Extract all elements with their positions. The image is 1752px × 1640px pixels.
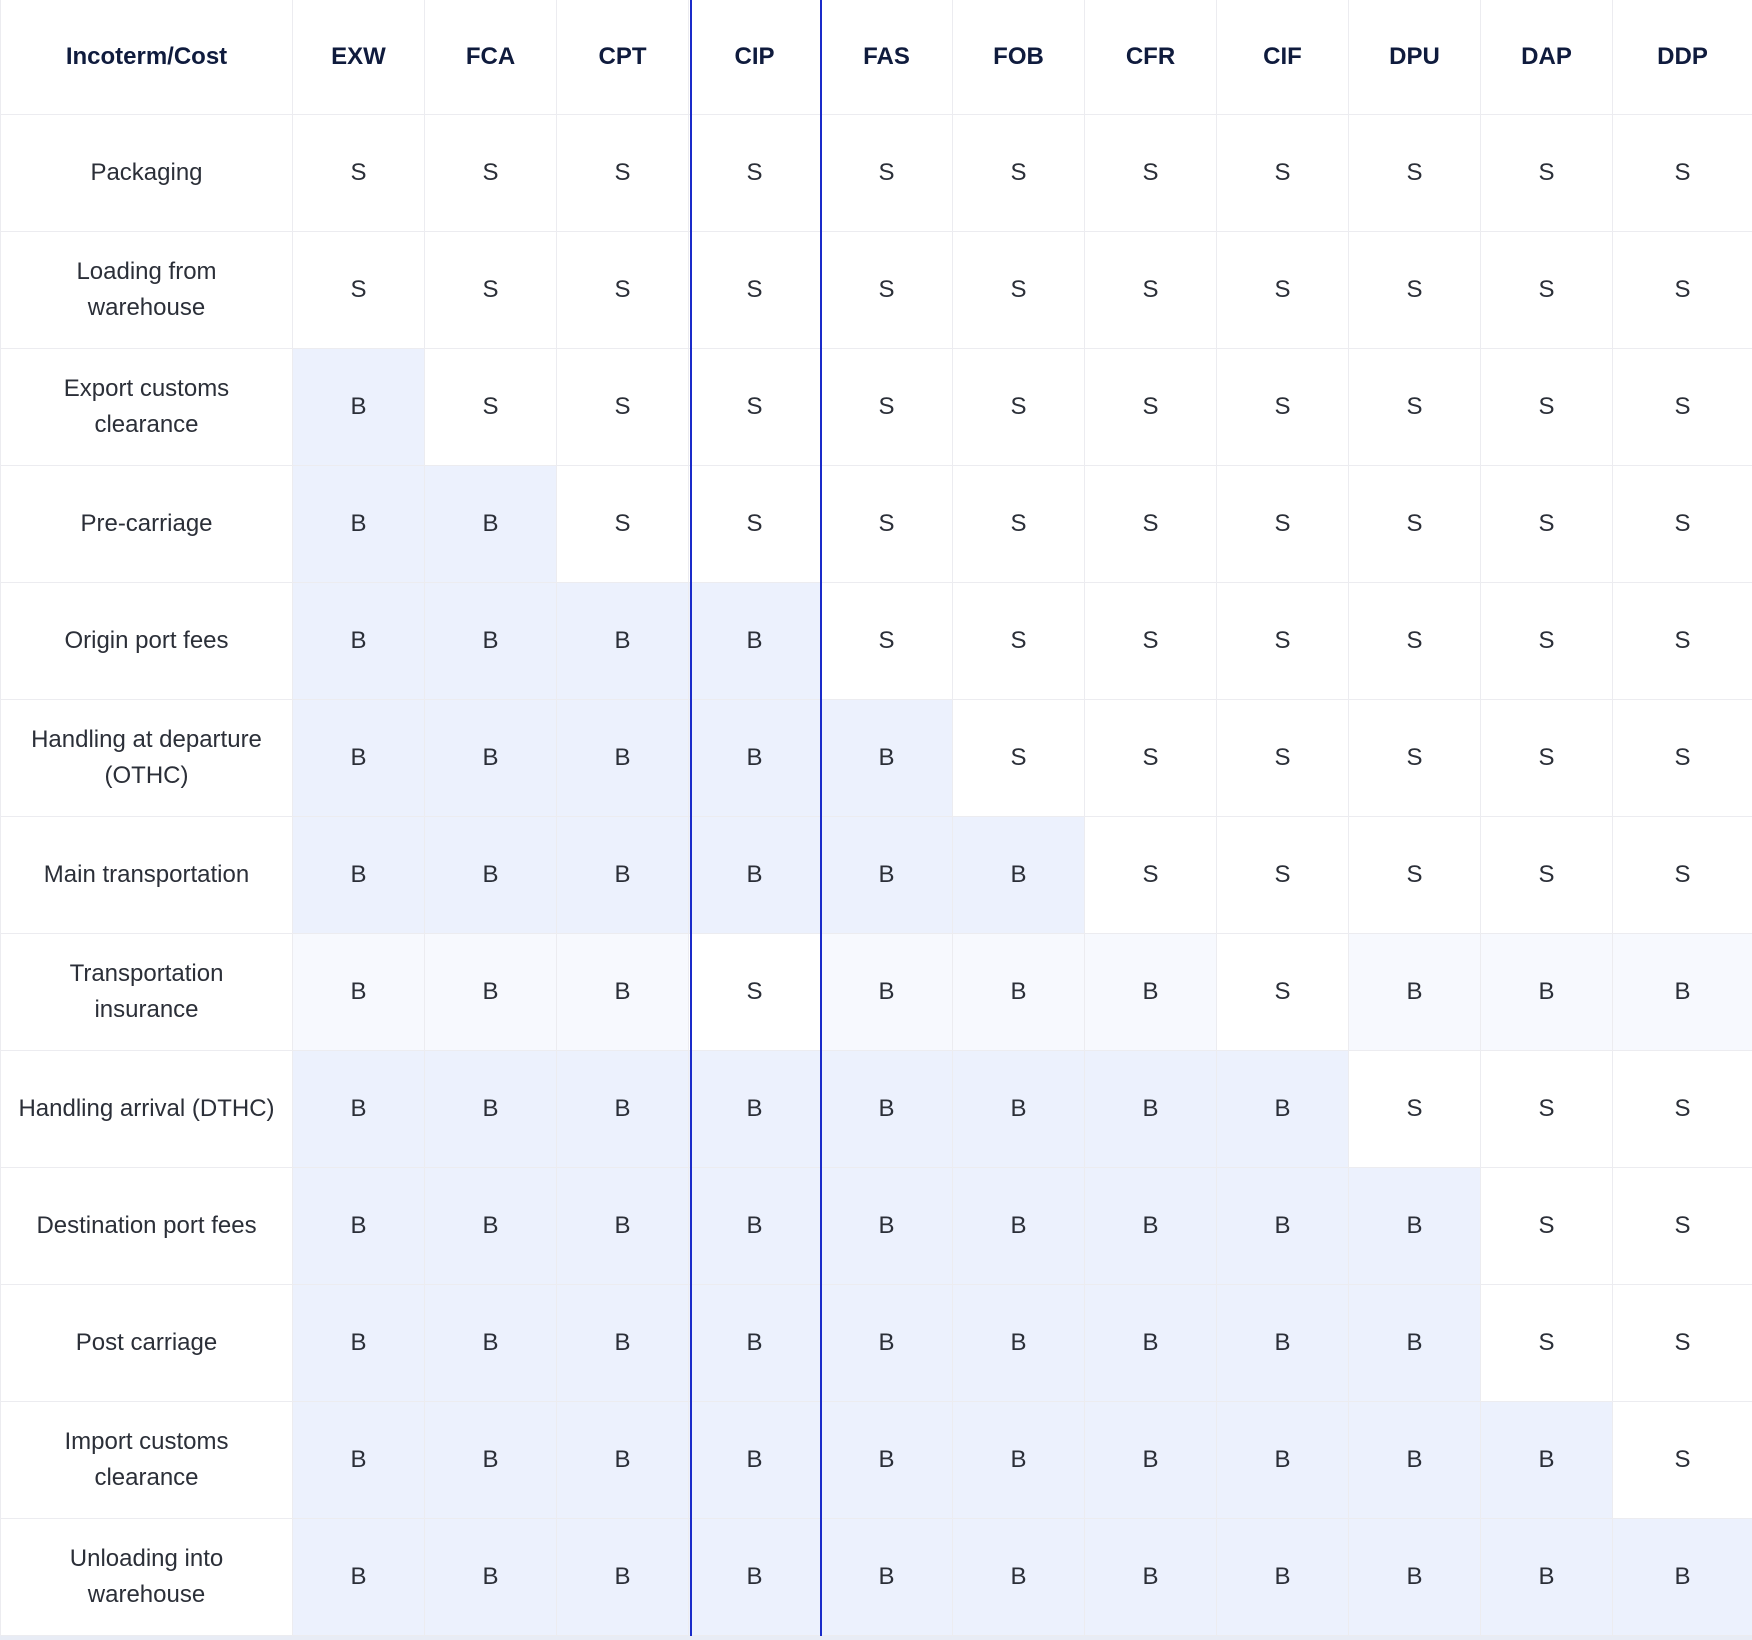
table-cell-ddp: S [1613, 1050, 1752, 1167]
table-cell-fas: B [821, 1167, 953, 1284]
table-cell-cip: B [689, 1518, 821, 1635]
table-cell-cif: B [1217, 1050, 1349, 1167]
table-row [1, 1284, 1752, 1401]
table-cell-dap: S [1481, 699, 1613, 816]
table-cell-dpu: B [1349, 1518, 1481, 1635]
table-row [1, 1401, 1752, 1518]
table-row [1, 699, 1752, 816]
table-cell-ddp: S [1613, 1401, 1752, 1518]
table-cell-fca: S [425, 114, 557, 231]
table-cell-dpu: S [1349, 1050, 1481, 1167]
row-label: Import customs clearance [1, 1401, 293, 1518]
table-cell-cpt: B [557, 1050, 689, 1167]
table-cell-cpt: S [557, 114, 689, 231]
column-header-cip: CIP [689, 0, 821, 114]
table-cell-dap: B [1481, 1401, 1613, 1518]
table-cell-fca: B [425, 933, 557, 1050]
table-cell-cpt: B [557, 816, 689, 933]
corner-header: Incoterm/Cost [1, 0, 293, 114]
table-cell-cfr: B [1085, 1401, 1217, 1518]
table-cell-ddp: S [1613, 1167, 1752, 1284]
table-cell-ddp: S [1613, 582, 1752, 699]
table-cell-cip: B [689, 816, 821, 933]
table-row [1, 1167, 1752, 1284]
table-cell-cif: B [1217, 1401, 1349, 1518]
table-cell-exw: B [293, 816, 425, 933]
column-header-exw: EXW [293, 0, 425, 114]
table-cell-exw: B [293, 1167, 425, 1284]
table-cell-cfr: S [1085, 816, 1217, 933]
table-cell-cif: B [1217, 1284, 1349, 1401]
table-cell-exw: B [293, 465, 425, 582]
table-cell-fas: S [821, 231, 953, 348]
table-cell-cpt: S [557, 348, 689, 465]
table-cell-dpu: S [1349, 582, 1481, 699]
table-cell-cfr: S [1085, 699, 1217, 816]
table-cell-cif: S [1217, 582, 1349, 699]
table-cell-exw: B [293, 1401, 425, 1518]
table-cell-exw: B [293, 1050, 425, 1167]
table-cell-fas: B [821, 933, 953, 1050]
table-cell-cfr: B [1085, 1284, 1217, 1401]
table-cell-fob: B [953, 1050, 1085, 1167]
table-cell-cfr: B [1085, 1518, 1217, 1635]
table-cell-ddp: S [1613, 816, 1752, 933]
table-cell-cif: S [1217, 114, 1349, 231]
table-cell-cfr: S [1085, 231, 1217, 348]
table-cell-fas: B [821, 1401, 953, 1518]
table-cell-ddp: S [1613, 231, 1752, 348]
table-cell-cpt: B [557, 933, 689, 1050]
table-cell-ddp: S [1613, 114, 1752, 231]
table-cell-exw: B [293, 1518, 425, 1635]
table-cell-fob: S [953, 231, 1085, 348]
table-cell-fob: B [953, 1518, 1085, 1635]
cip-highlight-right-border [820, 0, 822, 1636]
table-cell-cip: B [689, 1050, 821, 1167]
table-bottom-edge [0, 1636, 1752, 1640]
table-cell-cpt: S [557, 231, 689, 348]
table-cell-ddp: S [1613, 465, 1752, 582]
row-label: Export customs clearance [1, 348, 293, 465]
table-cell-fca: S [425, 348, 557, 465]
table-cell-dpu: B [1349, 1284, 1481, 1401]
table-row [1, 933, 1752, 1050]
table-cell-cfr: S [1085, 114, 1217, 231]
table-cell-ddp: B [1613, 933, 1752, 1050]
table-cell-fca: B [425, 1518, 557, 1635]
column-header-ddp: DDP [1613, 0, 1752, 114]
table-cell-dap: S [1481, 1284, 1613, 1401]
row-label: Handling arrival (DTHC) [1, 1050, 293, 1167]
table-cell-cip: S [689, 114, 821, 231]
table-cell-dpu: S [1349, 231, 1481, 348]
table-cell-dpu: B [1349, 1167, 1481, 1284]
table-row [1, 1050, 1752, 1167]
column-header-fca: FCA [425, 0, 557, 114]
table-cell-cip: S [689, 465, 821, 582]
table-cell-fas: S [821, 465, 953, 582]
table-cell-dap: S [1481, 231, 1613, 348]
table-cell-fca: B [425, 465, 557, 582]
table-cell-cip: B [689, 1284, 821, 1401]
table-cell-fca: B [425, 816, 557, 933]
row-label: Destination port fees [1, 1167, 293, 1284]
table-cell-cif: B [1217, 1518, 1349, 1635]
table-cell-cip: B [689, 582, 821, 699]
table-cell-cif: S [1217, 231, 1349, 348]
row-label: Handling at departure (OTHC) [1, 699, 293, 816]
table-cell-fas: S [821, 582, 953, 699]
row-label: Post carriage [1, 1284, 293, 1401]
table-cell-fas: B [821, 1050, 953, 1167]
table-cell-exw: S [293, 231, 425, 348]
table-cell-dap: S [1481, 582, 1613, 699]
table-cell-ddp: S [1613, 348, 1752, 465]
table-cell-cif: S [1217, 816, 1349, 933]
row-label: Origin port fees [1, 582, 293, 699]
table-cell-cif: S [1217, 933, 1349, 1050]
table-cell-cpt: B [557, 1284, 689, 1401]
table-cell-fca: S [425, 231, 557, 348]
column-header-cfr: CFR [1085, 0, 1217, 114]
table-cell-cip: S [689, 231, 821, 348]
table-cell-fca: B [425, 1284, 557, 1401]
table-cell-fas: B [821, 699, 953, 816]
table-cell-dap: S [1481, 1167, 1613, 1284]
table-cell-cfr: S [1085, 465, 1217, 582]
table-row [1, 465, 1752, 582]
table-cell-dap: S [1481, 465, 1613, 582]
table-cell-fob: S [953, 582, 1085, 699]
table-row [1, 348, 1752, 465]
row-label: Unloading into warehouse [1, 1518, 293, 1635]
table-cell-dpu: S [1349, 465, 1481, 582]
row-label: Packaging [1, 114, 293, 231]
table-row [1, 816, 1752, 933]
table-cell-cfr: B [1085, 933, 1217, 1050]
table-row [1, 1518, 1752, 1635]
table-cell-fas: B [821, 1518, 953, 1635]
table-cell-dap: S [1481, 114, 1613, 231]
table-cell-dap: S [1481, 1050, 1613, 1167]
table-cell-fob: S [953, 699, 1085, 816]
column-header-fas: FAS [821, 0, 953, 114]
row-label: Pre-carriage [1, 465, 293, 582]
table-cell-fca: B [425, 1050, 557, 1167]
table-row [1, 114, 1752, 231]
table-cell-exw: B [293, 699, 425, 816]
table-cell-fas: B [821, 816, 953, 933]
table-cell-dpu: B [1349, 1401, 1481, 1518]
table-cell-dpu: B [1349, 933, 1481, 1050]
table-cell-fas: S [821, 114, 953, 231]
table-cell-dpu: S [1349, 699, 1481, 816]
cip-highlight-left-border [690, 0, 692, 1636]
table-cell-cpt: B [557, 1518, 689, 1635]
table-cell-exw: B [293, 933, 425, 1050]
table-row [1, 582, 1752, 699]
table-cell-cip: B [689, 699, 821, 816]
table-cell-cif: B [1217, 1167, 1349, 1284]
row-label: Loading from warehouse [1, 231, 293, 348]
table-cell-fca: B [425, 699, 557, 816]
table-cell-cfr: B [1085, 1050, 1217, 1167]
table-cell-cfr: S [1085, 582, 1217, 699]
table-cell-fob: S [953, 465, 1085, 582]
table-cell-cip: B [689, 1401, 821, 1518]
table-cell-cpt: B [557, 1167, 689, 1284]
table-cell-dap: B [1481, 933, 1613, 1050]
table-cell-fob: S [953, 348, 1085, 465]
table-cell-cfr: S [1085, 348, 1217, 465]
table-cell-cpt: B [557, 699, 689, 816]
table-cell-cip: S [689, 933, 821, 1050]
header-row [1, 0, 1752, 114]
table-cell-dpu: S [1349, 114, 1481, 231]
table-cell-cfr: B [1085, 1167, 1217, 1284]
table-cell-fob: B [953, 1401, 1085, 1518]
table-cell-fob: B [953, 816, 1085, 933]
table-cell-fca: B [425, 1401, 557, 1518]
table-cell-dpu: S [1349, 348, 1481, 465]
table-cell-dap: S [1481, 816, 1613, 933]
table-row [1, 231, 1752, 348]
table-cell-ddp: B [1613, 1518, 1752, 1635]
table-cell-dpu: S [1349, 816, 1481, 933]
table-cell-cpt: B [557, 1401, 689, 1518]
table-cell-cif: S [1217, 348, 1349, 465]
table-cell-fob: B [953, 1284, 1085, 1401]
column-header-cpt: CPT [557, 0, 689, 114]
table-cell-ddp: S [1613, 699, 1752, 816]
table-body [1, 114, 1752, 1635]
table-cell-cpt: S [557, 465, 689, 582]
table-cell-fob: S [953, 114, 1085, 231]
table-cell-cpt: B [557, 582, 689, 699]
row-label: Main transportation [1, 816, 293, 933]
table-cell-fca: B [425, 1167, 557, 1284]
table-cell-fob: B [953, 1167, 1085, 1284]
table-cell-exw: B [293, 348, 425, 465]
row-label: Transportation insurance [1, 933, 293, 1050]
table-cell-ddp: S [1613, 1284, 1752, 1401]
table-cell-dap: B [1481, 1518, 1613, 1635]
table-cell-fca: B [425, 582, 557, 699]
table-cell-cif: S [1217, 465, 1349, 582]
table-cell-exw: B [293, 582, 425, 699]
table-cell-fas: S [821, 348, 953, 465]
table-cell-fob: B [953, 933, 1085, 1050]
column-header-dap: DAP [1481, 0, 1613, 114]
table-cell-cip: S [689, 348, 821, 465]
table-cell-fas: B [821, 1284, 953, 1401]
table-cell-cif: S [1217, 699, 1349, 816]
table-cell-cip: B [689, 1167, 821, 1284]
table-cell-exw: S [293, 114, 425, 231]
table-cell-dap: S [1481, 348, 1613, 465]
column-header-cif: CIF [1217, 0, 1349, 114]
column-header-fob: FOB [953, 0, 1085, 114]
table-cell-exw: B [293, 1284, 425, 1401]
column-header-dpu: DPU [1349, 0, 1481, 114]
